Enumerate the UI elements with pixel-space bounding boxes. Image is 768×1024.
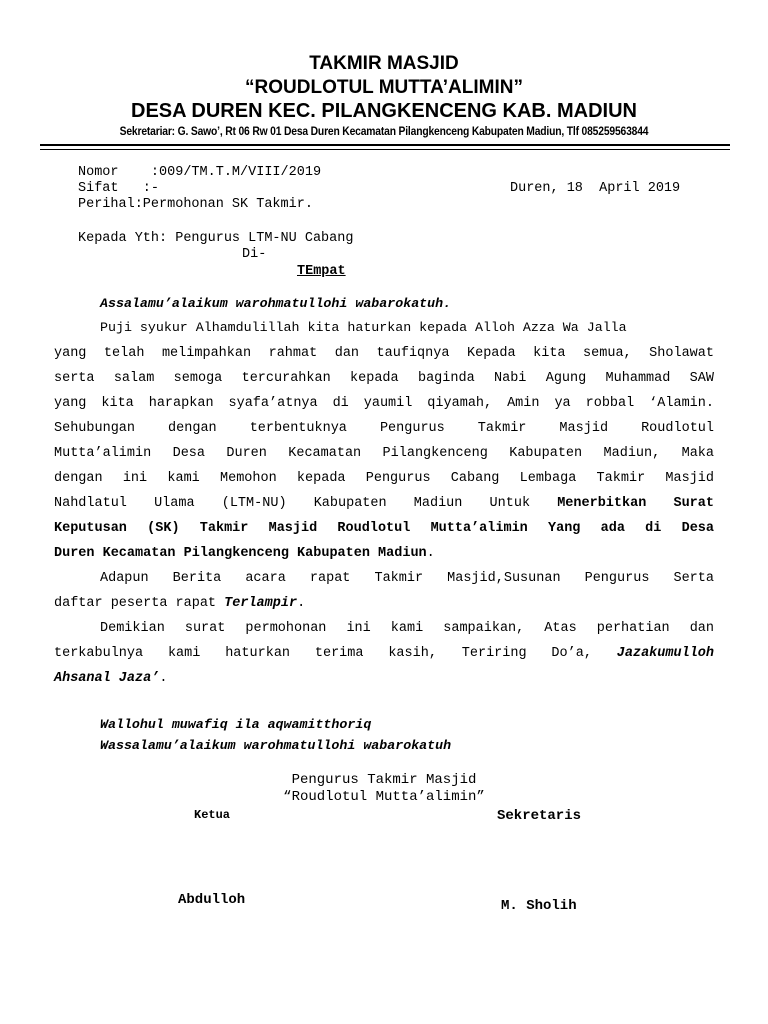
period: . [297,596,306,611]
letter-number: Nomor :009/TM.T.M/VIII/2019 [78,165,322,180]
request-bold-end: Duren Kecamatan Pilangkenceng Kabupaten Madiun [54,546,427,561]
request-text: Nahdlatul Ulama (LTM-NU) Kabupaten Madiun Untuk [54,496,558,511]
paragraph-line-bold-end [54,546,714,561]
paragraph-line-request [54,496,714,511]
opening-greeting: Assalamu’alaikum warohmatullohi wabarokatuh. [100,296,452,311]
paragraph-line: Sehubungan dengan terbentuknya Pengurus Takmir Masjid Roudlotul [54,421,714,436]
letterhead-mosque-name: “ROUDLOTUL MUTTA’ALIMIN” [245,77,523,98]
prayer-bold-italic-end: Ahsanal Jaza’ [54,671,160,686]
letterhead-rule-thick [40,144,730,146]
paragraph-line: yang telah melimpahkan rahmat dan taufiqnya Kepada kita semua, Sholawat [54,346,714,361]
letterhead-rule-thin [40,149,730,150]
secretary-name: M. Sholih [501,898,577,914]
letterhead-location: DESA DUREN KEC. PILANGKENCENG KAB. MADIUN [131,100,637,122]
paragraph2-line-attachment [54,596,714,611]
closing-line: Wallohul muwafiq ila aqwamitthoriq [100,717,372,732]
attachment-italic: Terlampir [224,596,298,611]
prayer-text: terkabulnya kami haturkan terima kasih, Teriring Do’a, [54,646,617,661]
paragraph-line: yang kita harapkan syafa’atnya di yaumil qiyamah, Amin ya robbal ‘Alamin. [54,396,714,411]
paragraph-line: dengan ini kami Memohon kepada Pengurus Cabang Lembaga Takmir Masjid [54,471,714,486]
recipient-di: Di- [242,247,267,262]
paragraph3-line: Demikian surat permohonan ini kami sampaikan, Atas perhatian dan [100,621,714,636]
period: . [426,546,435,561]
paragraph3-line-prayer [54,646,714,661]
recipient-line: Kepada Yth: Pengurus LTM-NU Cabang [78,231,354,246]
period: . [159,671,168,686]
letterhead-title: TAKMIR MASJID [309,53,459,74]
letterhead-address: Sekretariar: G. Sawo’, Rt 06 Rw 01 Desa Duren Kecamatan Pilangkenceng Kabupaten Madiun, Tlf 085259563844 [119,124,649,138]
paragraph-line: serta salam semoga tercurahkan kepada baginda Nabi Agung Muhammad SAW [54,371,714,386]
request-bold-text: Menerbitkan Surat [557,496,714,511]
letter-date: Duren, 18 April 2019 [510,181,681,196]
recipient-place: TEmpat [297,264,346,279]
secretary-title: Sekretaris [497,808,582,824]
letter-nature: Sifat :- [78,181,160,196]
prayer-bold-italic: Jazakumulloh [616,646,714,661]
closing-greeting: Wassalamu’alaikum warohmatullohi wabarokatuh [100,738,452,753]
signature-mosque: “Roudlotul Mutta’alimin” [283,789,485,805]
paragraph-line: Puji syukur Alhamdulillah kita haturkan kepada Alloh Azza Wa Jalla [100,320,627,335]
signature-org: Pengurus Takmir Masjid [291,772,477,788]
paragraph-line: Mutta’alimin Desa Duren Kecamatan Pilangkenceng Kabupaten Madiun, Maka [54,446,714,461]
paragraph-line-bold: Keputusan (SK) Takmir Masjid Roudlotul Mutta’alimin Yang ada di Desa [54,521,714,536]
paragraph2-line: Adapun Berita acara rapat Takmir Masjid,Susunan Pengurus Serta [100,571,714,586]
letter-subject: Perihal:Permohonan SK Takmir. [78,197,313,212]
chairman-name: Abdulloh [178,892,246,908]
chairman-title: Ketua [194,808,231,822]
attachment-text: daftar peserta rapat [54,596,225,611]
paragraph3-line-end [54,671,714,686]
